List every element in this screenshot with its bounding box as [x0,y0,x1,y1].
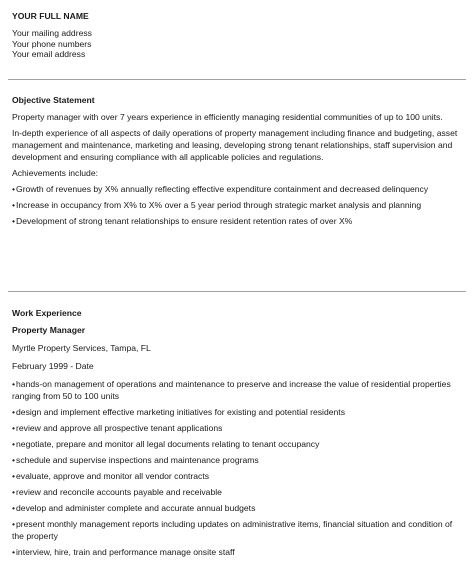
list-item: •interview, hire, train and performance manage onsite staff [12,547,235,557]
bullet-icon: • [12,455,16,465]
phone-numbers: Your phone numbers [12,38,92,49]
list-item: •Increase in occupancy from X% to X% over a 5 year period through strategic market analysis and planning [12,200,422,210]
bullet-icon: • [12,487,16,497]
company-line: Myrtle Property Services, Tampa, FL [12,343,151,353]
list-item: •schedule and supervise inspections and maintenance programs [12,455,259,465]
bullet-icon: • [12,407,16,417]
bullet-icon: • [12,519,16,529]
divider-top [8,79,466,80]
divider-middle [8,291,466,292]
list-item: •design and implement effective marketing initiatives for existing and potential residents [12,407,345,417]
list-item: •review and approve all prospective tenant applications [12,423,223,433]
bullet-icon: • [12,439,16,449]
full-name: YOUR FULL NAME [12,11,89,21]
list-item: •review and reconcile accounts payable and receivable [12,487,222,497]
bullet-icon: • [12,471,16,481]
experience-heading: Work Experience [12,308,82,318]
objective-details: In-depth experience of all aspects of daily operations of property management including finance and budgeting, asset management and maintenance, marketing and leasing, developing strong tenant relationships, staff supervision and development and ensuring compliance with all applicable policies and regulations. [12,128,458,162]
objective-summary: Property manager with over 7 years experience in efficiently managing residential communities of up to 100 units. [12,112,443,122]
bullet-icon: • [12,200,16,210]
experience-section [12,307,464,562]
list-item: •evaluate, approve and monitor all vendor contracts [12,471,210,481]
date-range: February 1999 - Date [12,361,94,371]
list-item: •Growth of revenues by X% annually reflecting effective expenditure containment and decreased delinquency [12,184,429,194]
bullet-icon: • [12,216,16,226]
bullet-icon: • [12,503,16,513]
resume-header [12,10,92,60]
job-title: Property Manager [12,325,86,335]
list-item: •hands-on management of operations and maintenance to preserve and increase the value of residential properties ranging from 50 to 100 units [12,379,451,401]
objective-section [12,94,464,231]
list-item: •develop and administer complete and accurate annual budgets [12,503,256,513]
email-address: Your email address [12,49,86,59]
objective-heading: Objective Statement [12,95,95,105]
bullet-icon: • [12,379,16,389]
list-item: •present monthly management reports including updates on administrative items, financial situation and condition of the property [12,519,453,541]
bullet-icon: • [12,423,16,433]
mailing-address: Your mailing address [12,28,92,38]
bullet-icon: • [12,184,16,194]
list-item: •Development of strong tenant relationships to ensure resident retention rates of over X% [12,216,353,226]
duties-list [12,378,464,558]
list-item: •negotiate, prepare and monitor all legal documents relating to tenant occupancy [12,439,320,449]
bullet-icon: • [12,547,16,557]
achievements-list [12,183,464,227]
achievements-label: Achievements include: [12,168,98,178]
